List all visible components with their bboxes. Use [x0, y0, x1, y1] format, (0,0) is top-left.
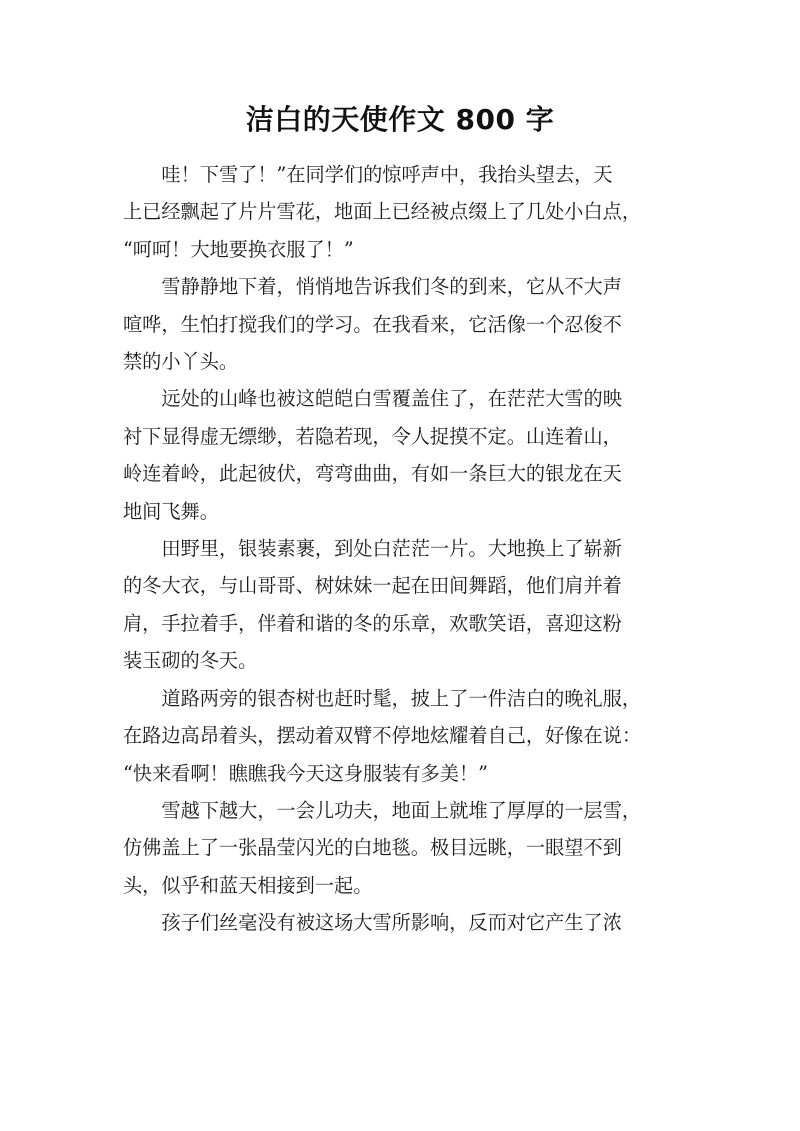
paragraph-3: 远处的山峰也被这皑皑白雪覆盖住了，在茫茫大雪的映 衬下显得虚无缥缈，若隐若现，令人捉摸不定。山连着山， 岭连着岭，此起彼伏，弯弯曲曲，有如一条巨大的银龙在天 地间飞舞。	[123, 387, 622, 523]
paragraph-5: 道路两旁的银杏树也赶时髦，披上了一件洁白的晚礼服， 在路边高昂着头，摆动着双臂不停地炫耀着自己，好像在说： “快来看啊！瞧瞧我今天这身服装有多美！”	[123, 686, 642, 785]
paragraph-6: 雪越下越大，一会儿功夫，地面上就堆了厚厚的一层雪， 仿佛盖上了一张晶莹闪光的白地毯。极目远眺，一眼望不到 头，似乎和蓝天相接到一起。	[123, 798, 642, 897]
document-title: 洁白的天使作文 800 字	[245, 103, 555, 136]
paragraph-2: 雪静静地下着，悄悄地告诉我们冬的到来，它从不大声 喧哗，生怕打搅我们的学习。在我看来，它活像一个忍俊不 禁的小丫头。	[123, 275, 622, 374]
document-body	[123, 156, 683, 942]
paragraph-1: 哇！下雪了！”在同学们的惊呼声中，我抬头望去，天 上已经飘起了片片雪花，地面上已经被点缀上了几处小白点， “呵呵！大地要换衣服了！”	[123, 163, 642, 261]
paragraph-7: 孩子们丝毫没有被这场大雪所影响，反而对它产生了浓	[161, 911, 622, 935]
paragraph-4: 田野里，银装素裹，到处白茫茫一片。大地换上了崭新 的冬大衣，与山哥哥、树妹妹一起在田间舞蹈，他们肩并着 肩，手拉着手，伴着和谐的冬的乐章，欢歌笑语，喜迎这粉 装玉砌的冬天。	[123, 537, 622, 673]
